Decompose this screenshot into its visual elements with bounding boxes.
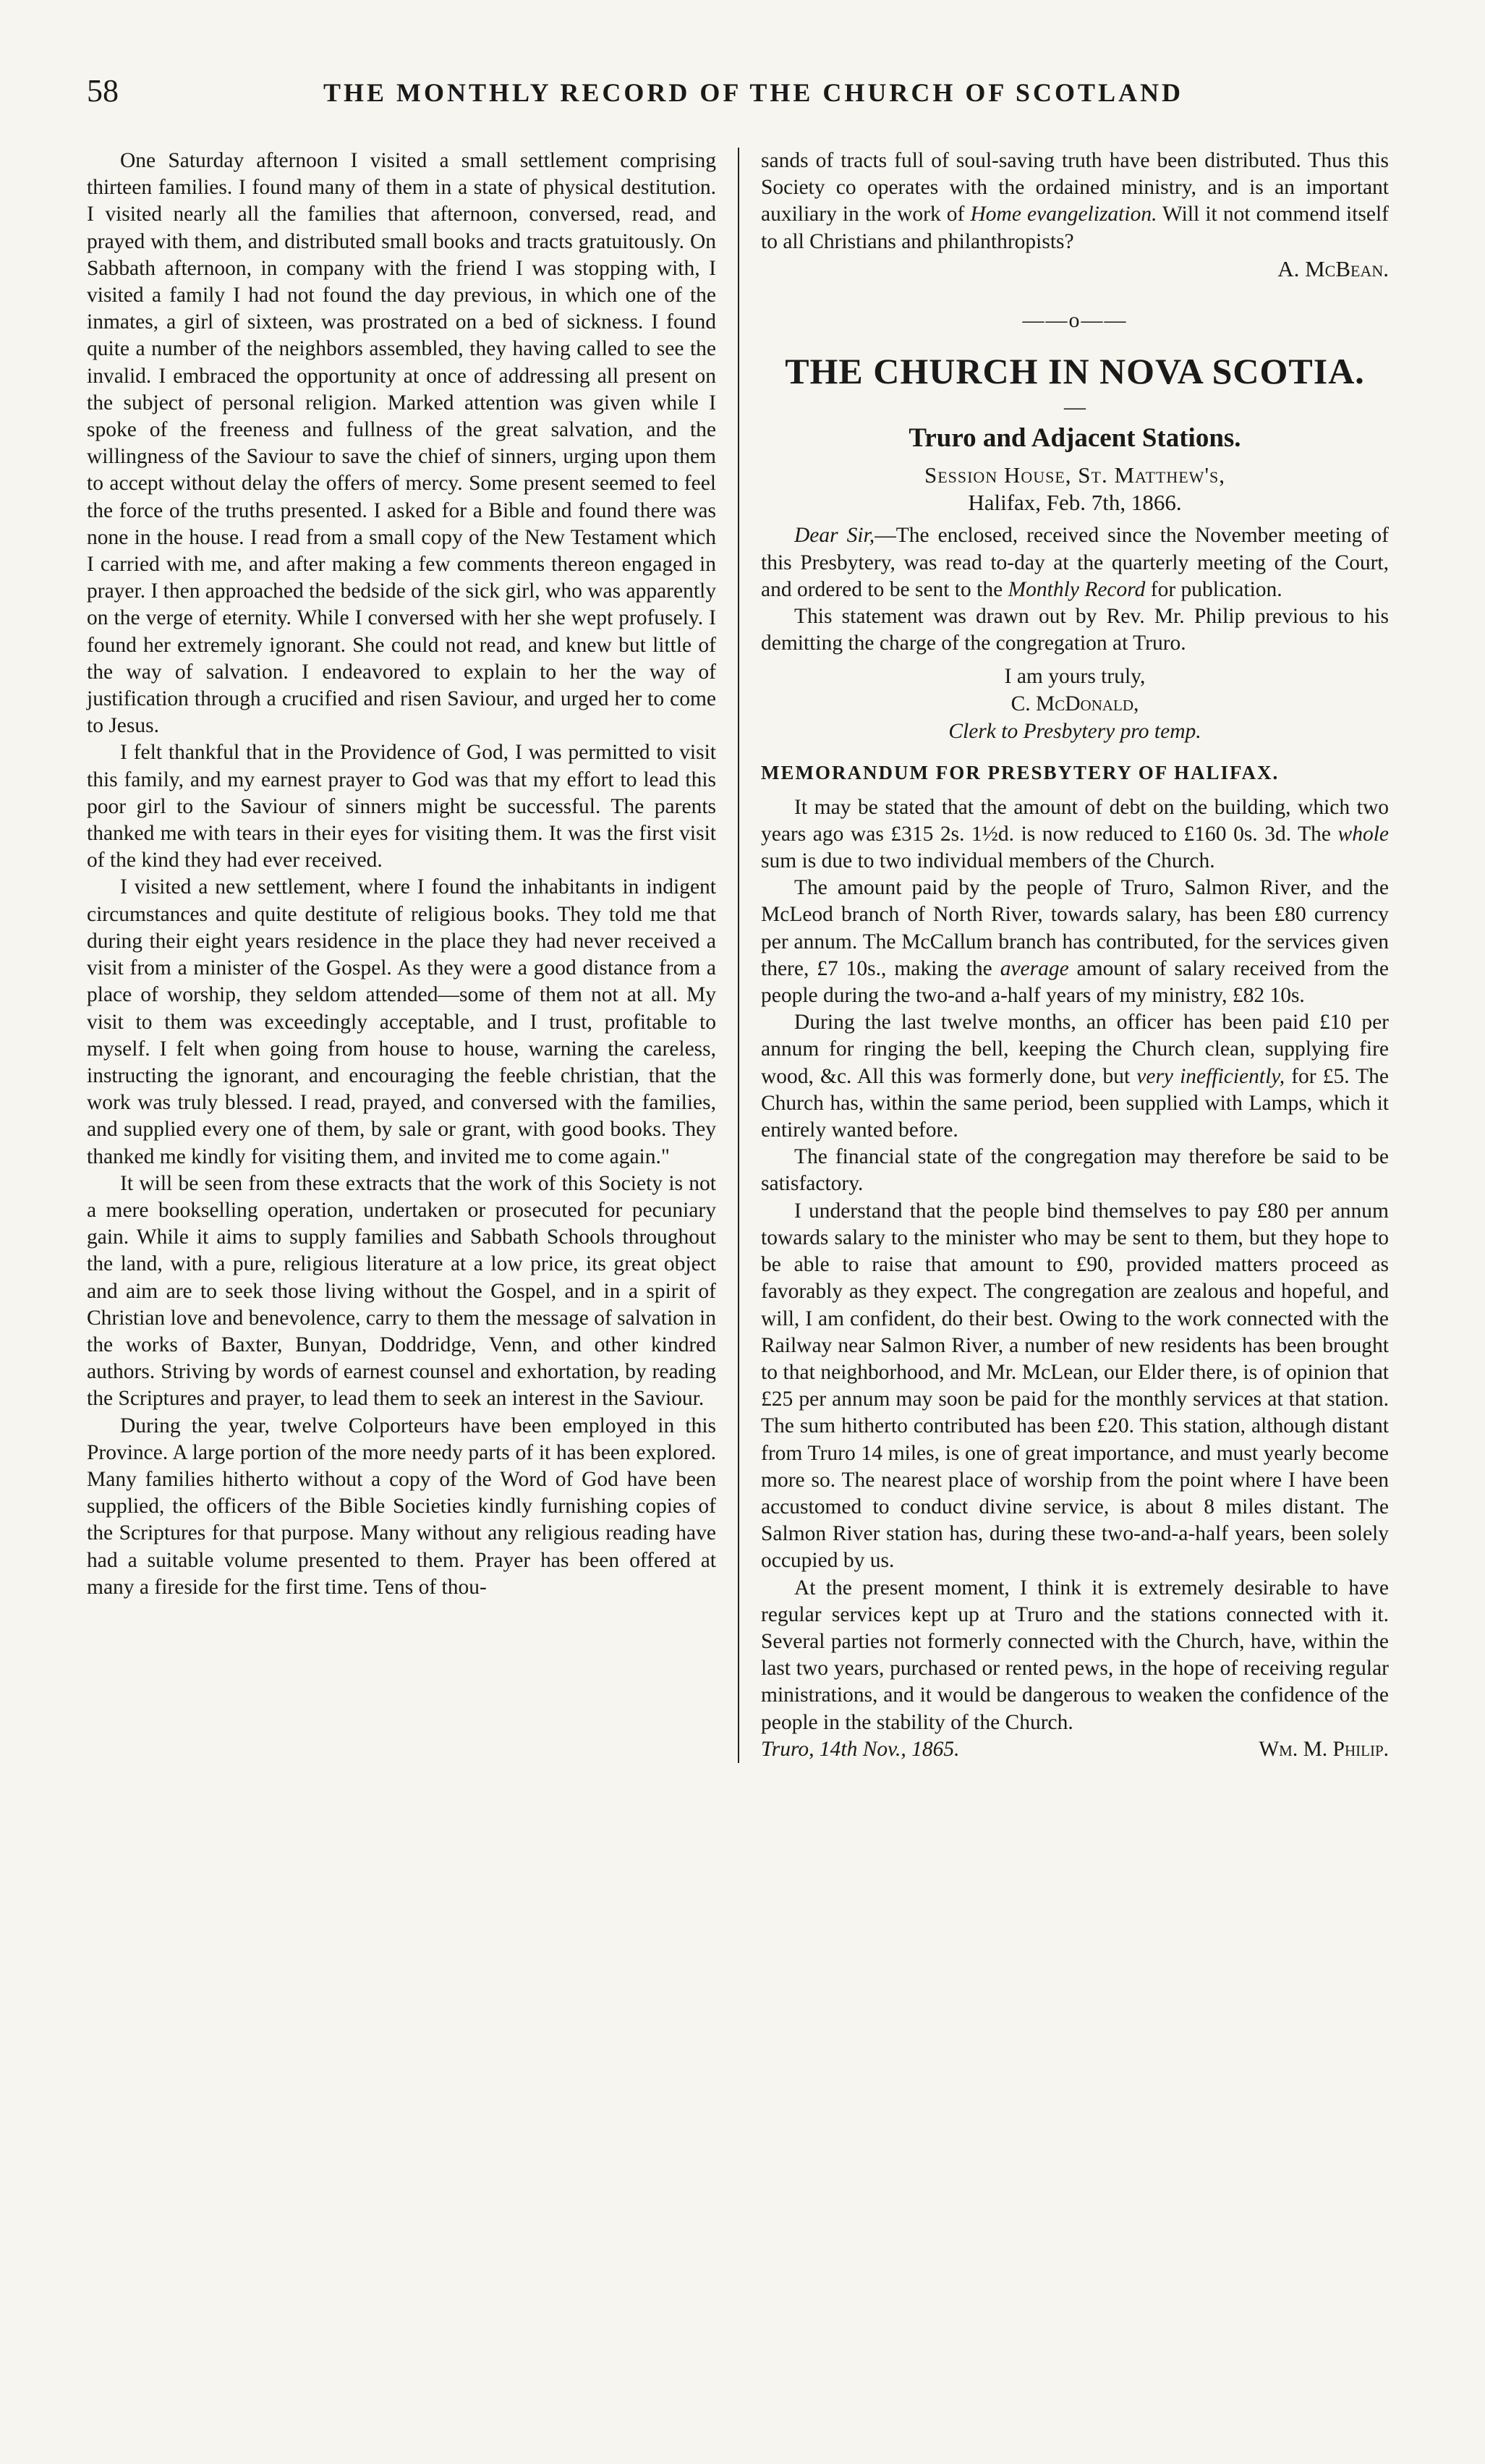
emphasis: very inefficiently, (1136, 1064, 1285, 1088)
emphasis: whole (1337, 822, 1389, 846)
closing-line (761, 1736, 1389, 1763)
signature-mcdonald: C. McDonald, (1010, 692, 1139, 716)
text-run: During the last twelve months, an officer has been paid £10 per annum for ringing the bell, keeping the Church clean, supplying fire wood, &c. All this was formerly done, but (761, 1011, 1389, 1088)
page-number: 58 (87, 73, 119, 109)
paragraph (761, 875, 1389, 1009)
memo-heading: MEMORANDUM FOR PRESBYTERY OF HALIFAX. (761, 762, 1280, 784)
running-head: THE MONTHLY RECORD OF THE CHURCH OF SCOTLAND (323, 78, 1184, 107)
separator: ——o—— (1022, 308, 1128, 333)
dateline (761, 462, 1389, 517)
paragraph: The financial state of the congregation may therefore be said to be satisfactory. (761, 1145, 1389, 1196)
closing: I am yours truly, (1004, 665, 1146, 689)
title-dash: — (1064, 395, 1086, 420)
left-column (87, 148, 738, 1763)
paragraph: One Saturday afternoon I visited a small settlement comprising thirteen families. I found many of them in a state of physical destitution. I visited nearly all the families that afternoon, conversed, read, and prayed with them, and distributed small books and tracts gratuitously. On Sabbath afternoon, in company with the friend I was stopping with, I visited a family I had not found the day previous, in which one of the inmates, a girl of sixteen, was prostrated on a bed of sickness. I found quite a number of the neighbors assembled, they having called to see the invalid. I embraced the opportunity at once of addressing all present on the subject of personal religion. Marked attention was given while I spoke of the freeness and fullness of the great salvation, and the willingness of the Saviour to save the chief of sinners, urging upon them to accept without delay the offers of mercy. Some present seemed to feel the force of the truths presented. I asked for a Bible and found there was none in the house. I read from a small copy of the New Testament which I carried with me, and after making a few comments thereon engaged in prayer. I then approached the bedside of the sick girl, who was apparently on the verge of eternity. While I conversed with her she wept profusely. I found her extremely ignorant. She could not read, and knew but little of the way of salvation. I endeavored to explain to her the way of justification through a crucified and risen Saviour, and urged her to come to Jesus. (87, 149, 716, 738)
paragraph: I felt thankful that in the Providence of God, I was permitted to visit this family, and my earnest prayer to God was that my effort to lead this poor girl to the Saviour of sinners might be successful. The parents thanked me with tears in their eyes for visiting them. It was the first visit of the kind they had ever received. (87, 741, 716, 872)
text-run: The amount paid by the people of Truro, Salmon River, and the McLeod branch of North River, towards salary, has been £80 currency per annum. The McCallum branch has contributed, for the services given there, £7 10s., making the (761, 876, 1389, 980)
paragraph: It will be seen from these extracts that the work of this Society is not a mere bookselling operation, undertaken or prosecuted for pecuniary gain. While it aims to supply families and Sabbath Schools throughout the land, with a pure, religious literature at a low price, its great object and aim are to seek those living without the Gospel, and in a spirit of Christian love and benevolence, carry to them the message of salvation in the works of Baxter, Bunyan, Doddridge, Venn, and other kindred authors. Striving by words of earnest counsel and exhortation, by reading the Scriptures and prayer, to lead them to seek an interest in the Saviour. (87, 1171, 716, 1411)
text-run: It may be stated that the amount of debt on the building, which two years ago was £315 2s. 1½d. is now reduced to £160 0s. 3d. The (761, 795, 1389, 846)
paragraph (761, 1009, 1389, 1144)
text-run: sum is due to two individual members of the Church. (761, 849, 1215, 873)
text-run: sands of tracts full of soul-saving truth have been distributed. Thus this Society co operates with the ordained ministry, and is an important auxiliary in the work of (761, 149, 1389, 226)
place-date: Truro, 14th Nov., 1865. (761, 1737, 960, 1761)
dateline-place: Session House, St. Matthew's, (924, 462, 1226, 488)
emphasis: Monthly Record (1008, 577, 1146, 601)
paragraph: I understand that the people bind themselves to pay £80 per annum towards salary to the minister who may be sent to them, but they hope to be able to raise that amount to £90, provided matters proceed as favorably as they expect. The congregation are zealous and hopeful, and will, I am confident, do their best. Owing to the work connected with the Railway near Salmon River, a number of new residents has been brought to that neighborhood, and Mr. McLean, our Elder there, is of opinion that £25 per annum may soon be paid for the monthly services at that station. The sum hitherto contributed has been £20. This station, although distant from Truro 14 miles, is one of great importance, and must yearly become more so. The nearest place of worship from the point where I have been accustomed to conduct divine service, is about 8 miles distant. The Salmon River station has, during these two-and-a-half years, been solely occupied by us. (761, 1199, 1389, 1573)
paragraph (761, 522, 1389, 603)
emphasis: Home evangelization. (970, 203, 1157, 226)
text-run: for £5. The Church has, within the same period, been supplied with Lamps, which it entirely wanted before. (761, 1064, 1389, 1142)
text-run: Will it not commend itself to all Christians and philanthropists? (761, 203, 1390, 253)
signature-title: Clerk to Presbytery pro temp. (948, 720, 1201, 744)
paragraph (761, 148, 1389, 255)
dateline-date: Halifax, Feb. 7th, 1866. (968, 490, 1182, 516)
text-run: —The enclosed, received since the November meeting of this Presbytery, was read to-day at the quarterly meeting of the Court, and ordered to be sent to the (761, 524, 1389, 601)
article-title: THE CHURCH IN NOVA SCOTIA. (785, 351, 1365, 392)
paragraph: At the present moment, I think it is extremely desirable to have regular services kept up at Truro and the stations connected with it. Several parties not formerly connected with the Church, have, within the last two years, purchased or rented pews, in the hope of receiving regular ministrations, and it would be dangerous to weaken the confidence of the people in the stability of the Church. (761, 1576, 1389, 1734)
right-column (738, 148, 1389, 1763)
paragraph (761, 794, 1389, 875)
text-run: for publication. (1145, 577, 1282, 601)
emphasis: average (1000, 956, 1069, 980)
paragraph: During the year, twelve Colporteurs have been employed in this Province. A large portion of the more needy parts of it has been explored. Many families hitherto without a copy of the Word of God have been supplied, the officers of the Bible Societies kindly furnishing copies of the Scriptures for that purpose. Many without any religious reading have had a suitable volume presented to them. Prayer has been offered at many a fireside for the first time. Tens of thou- (87, 1414, 716, 1599)
columns (87, 148, 1420, 1763)
paragraph: I visited a new settlement, where I found the inhabitants in indigent circumstances and quite destitute of religious books. They told me that during their eight years residence in the place they had never received a visit from a minister of the Gospel. As they were a good distance from a place of worship, they seldom attended—some of them not at all. My visit to them was exceedingly acceptable, and I trust, profitable to myself. I felt when going from house to house, warning the careless, instructing the ignorant, and encouraging the feeble christian, that the work was truly blessed. I read, prayed, and conversed with the families, and supplied every one of them, by sale or grant, with good books. They thanked me kindly for visiting them, and invited me to come again." (87, 875, 716, 1168)
paragraph: This statement was drawn out by Rev. Mr. Philip previous to his demitting the charge of the congregation at Truro. (761, 605, 1389, 655)
salutation: Dear Sir, (794, 524, 875, 548)
signature-block (761, 663, 1389, 745)
signature-mcbean: A. McBean. (1277, 255, 1389, 281)
article-subtitle: Truro and Adjacent Stations. (909, 423, 1241, 454)
signature-philip: Wm. M. Philip. (1259, 1737, 1389, 1761)
page-header (87, 72, 1420, 123)
text-run: amount of salary received from the people during the two-and a-half years of my ministry, £82 10s. (761, 956, 1389, 1008)
